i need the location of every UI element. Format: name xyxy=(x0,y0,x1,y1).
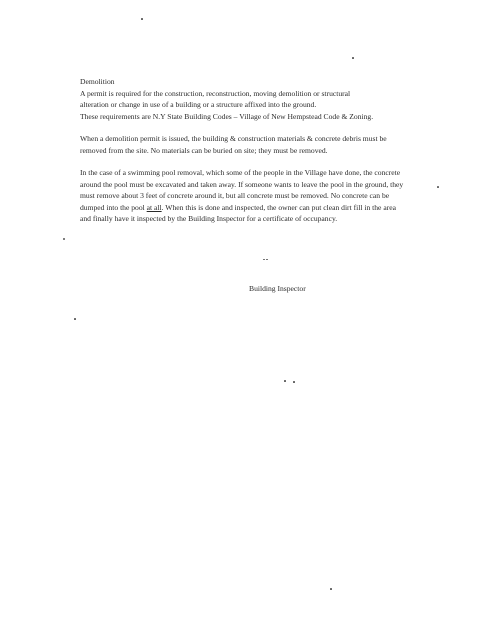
underlined-emphasis: at all xyxy=(146,202,162,212)
scan-speck xyxy=(63,238,65,240)
text-line: A permit is required for the construction, reconstruction, moving demolition or structural xyxy=(80,88,351,98)
scan-speck xyxy=(437,186,439,188)
scan-speck xyxy=(141,18,143,20)
document-body xyxy=(80,76,425,225)
text-line: When a demolition permit is issued, the building & construction materials & concrete debris must be xyxy=(80,134,387,143)
text-line: These requirements are N.Y State Building Codes – Village of New Hempstead Code & Zoning. xyxy=(80,111,374,121)
text-line: must remove about 3 feet of concrete around it, but all concrete must be removed. No concrete can be xyxy=(80,191,390,200)
paragraph-debris-removal xyxy=(80,133,425,156)
scan-speck xyxy=(293,381,295,383)
text-segment: dumped into the pool xyxy=(80,202,147,212)
text-line: removed from the site. No materials can be buried on site; they must be removed. xyxy=(80,145,328,155)
text-line: and finally have it inspected by the Building Inspector for a certificate of occupancy. xyxy=(80,214,338,223)
paragraph-permit-requirement xyxy=(80,88,425,123)
scan-speck xyxy=(330,588,332,590)
text-line xyxy=(80,202,425,214)
scan-speck xyxy=(284,380,286,382)
signature-title: Building Inspector xyxy=(249,284,306,293)
scan-speck xyxy=(74,318,76,320)
scan-speck xyxy=(266,259,268,260)
text-line: around the pool must be excavated and taken away. If someone wants to leave the pool in the ground, they xyxy=(80,179,404,189)
text-segment: . When this is done and inspected, the owner can put clean dirt fill in the area xyxy=(161,202,396,212)
scan-speck xyxy=(263,259,265,260)
scan-speck xyxy=(352,57,354,59)
text-line: In the case of a swimming pool removal, which some of the people in the Village have done, the concrete xyxy=(80,168,401,177)
paragraph-pool-removal xyxy=(80,167,425,225)
text-line: alteration or change in use of a building or a structure affixed into the ground. xyxy=(80,100,317,109)
section-heading: Demolition xyxy=(80,77,115,86)
